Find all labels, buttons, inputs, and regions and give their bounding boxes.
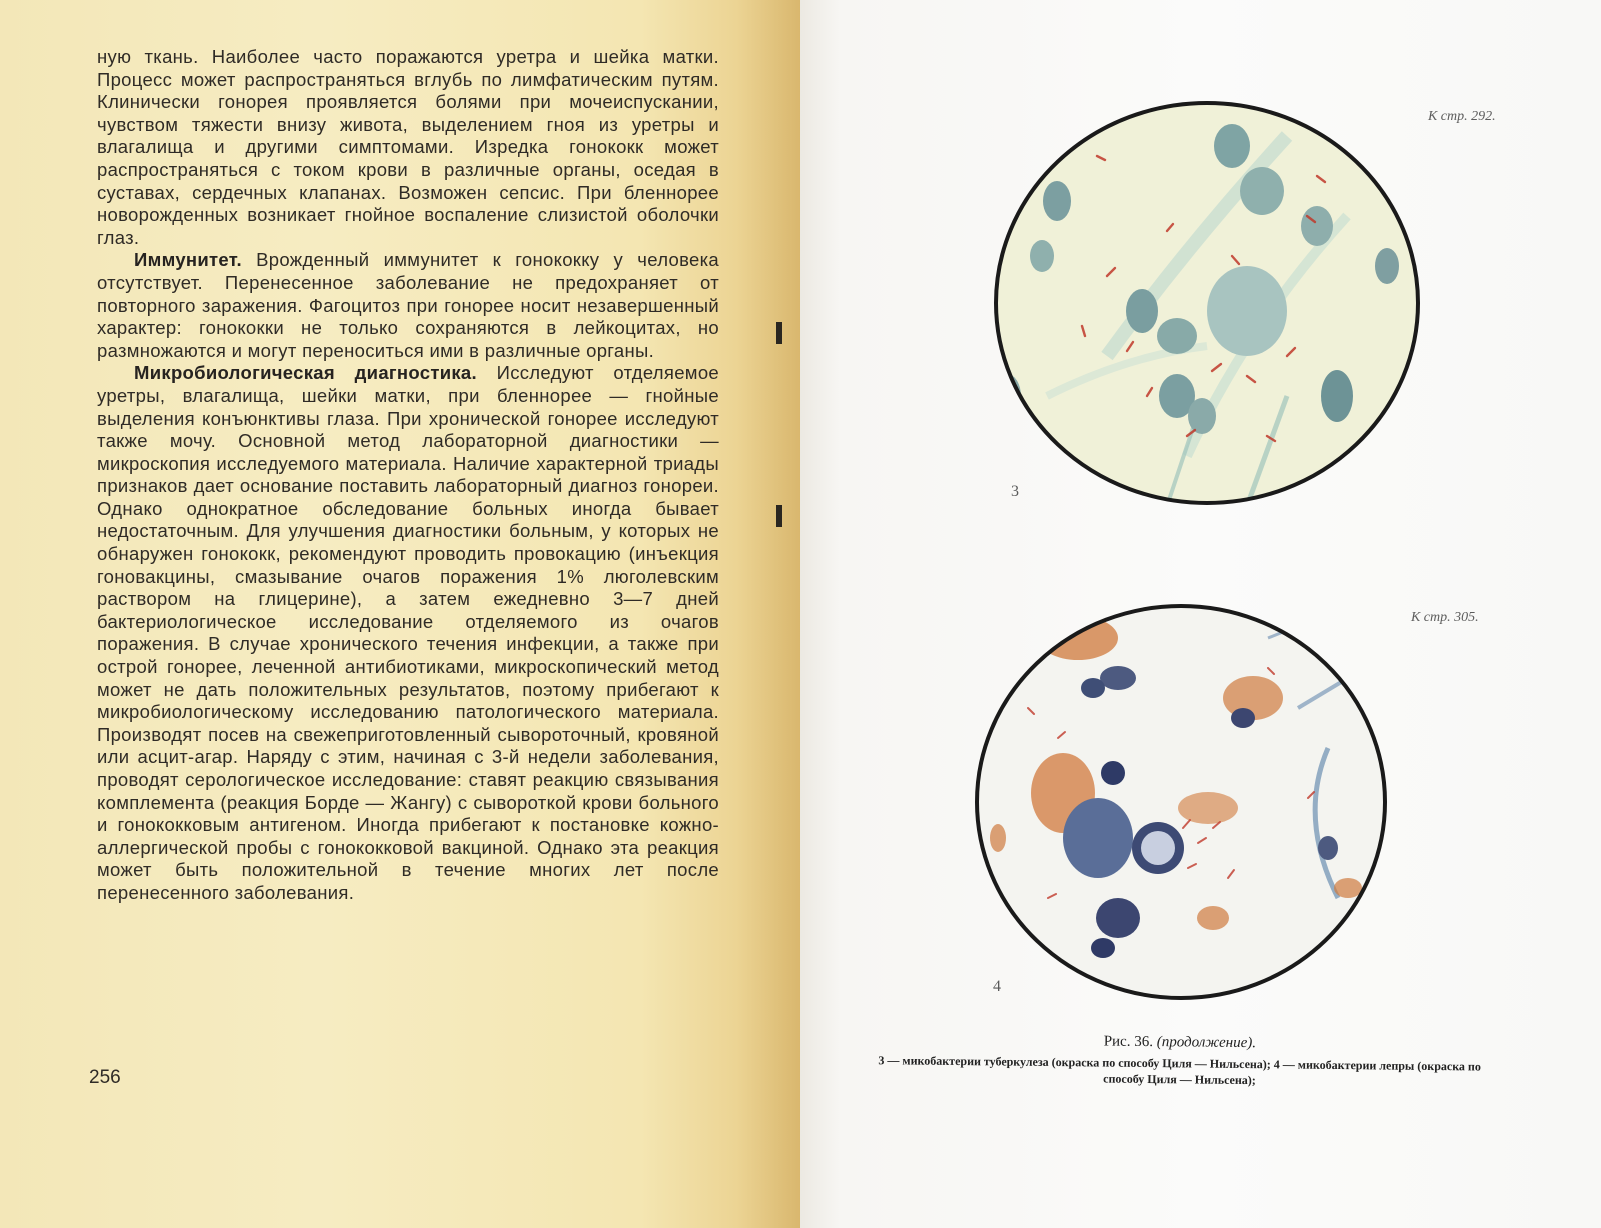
- paragraph-diagnostics: [97, 362, 719, 904]
- body-text: [97, 46, 719, 905]
- immunity-text: Врожденный иммунитет к гонококку у человека отсутствует. Перенесенное заболевание не предохраняет от повторного заражения. Фагоцитоз при гонорее носит незавершенный характер: гонококки не только сохраняются в лейкоцитах, но размножаются и могут переноситься ими в различные органы.: [97, 249, 719, 361]
- caption-figure-number: Рис. 36.: [1103, 1033, 1154, 1051]
- micrograph-tuberculosis: [987, 96, 1427, 510]
- figure-3-label: 3: [1011, 483, 1019, 500]
- paragraph-gonorrhea-clinic: ную ткань. Наиболее часто поражаются уретра и шейка матки. Процесс может распространяться вглубь по лимфатическим путям. Клинически гонорея проявляется болями при мочеиспускании, чувством тяжести внизу живота, выделением гноя из уретры и влагалища и другими симптомами. Изредка гонококк может распространяться с током крови в различные органы, оседая в суставах, сердечных клапанах. Возможен сепсис. При бленнорее новорожденных возникает гнойное воспаление слизистой оболочки глаз.: [97, 46, 719, 248]
- caption-text: 3 — микобактерии туберкулеза (окраска по способу Циля — Нильсена); 4 — микобактерии лепры (окраска по способу Циля — Нильсена);: [878, 1053, 1481, 1088]
- paragraph-immunity: [97, 249, 719, 362]
- gutter-mark: [776, 505, 782, 527]
- figure-caption: [859, 1031, 1500, 1091]
- immunity-heading: Иммунитет.: [134, 249, 242, 271]
- page-reference-top: К стр. 292.: [1428, 109, 1496, 124]
- gutter-mark: [776, 322, 782, 344]
- left-page: [0, 0, 800, 1228]
- micrograph-leprosy: [968, 598, 1394, 1006]
- page-number: 256: [89, 1067, 121, 1088]
- figure-4-label: 4: [993, 978, 1001, 995]
- diagnostics-text: Исследуют отделяемое уретры, влагалища, шейки матки, при бленнорее — гнойные выделения конъюнктивы глаза. При хронической гонорее исследуют также мочу. Основной метод лабораторной диагностики — микроскопия исследуемого материала. Наличие характерной триады признаков дает основание поставить лабораторный диагноз гонореи. Однако однократное обследование больных иногда бывает недостаточным. Для улучшения диагностики больным, у которых не обнаружен гонококк, рекомендуют проводить провокацию (инъекция гоновакцины, смазывание очагов поражения 1% люголевским раствором на глицерине), а затем ежедневно 3—7 дней бактериологическое исследование отделяемого из очагов поражения. В случае хронического течения инфекции, а также при острой гонорее, леченной антибиотиками, микроскопический метод может не дать положительных результатов, поэтому прибегают к микробиологическому исследованию патологического материала. Производят посев на свежеприготовленный сывороточный, кровяной или асцит-агар. Наряду с этим, начиная с 3-й недели заболевания, проводят серологическое исследование: ставят реакцию связывания комплемента (реакция Борде — Жангу) с сывороткой крови больного и гонококковым антигеном. Иногда прибегают к постановке кожно-аллергической пробы с гонококковой вакциной. Однако эта реакция может быть положительной в течение многих лет после перенесенного заболевания.: [97, 362, 719, 903]
- page-reference-bottom: К стр. 305.: [1411, 610, 1479, 625]
- caption-continued: (продолжение).: [1156, 1034, 1257, 1052]
- diagnostics-heading: Микробиологическая диагностика.: [134, 362, 477, 384]
